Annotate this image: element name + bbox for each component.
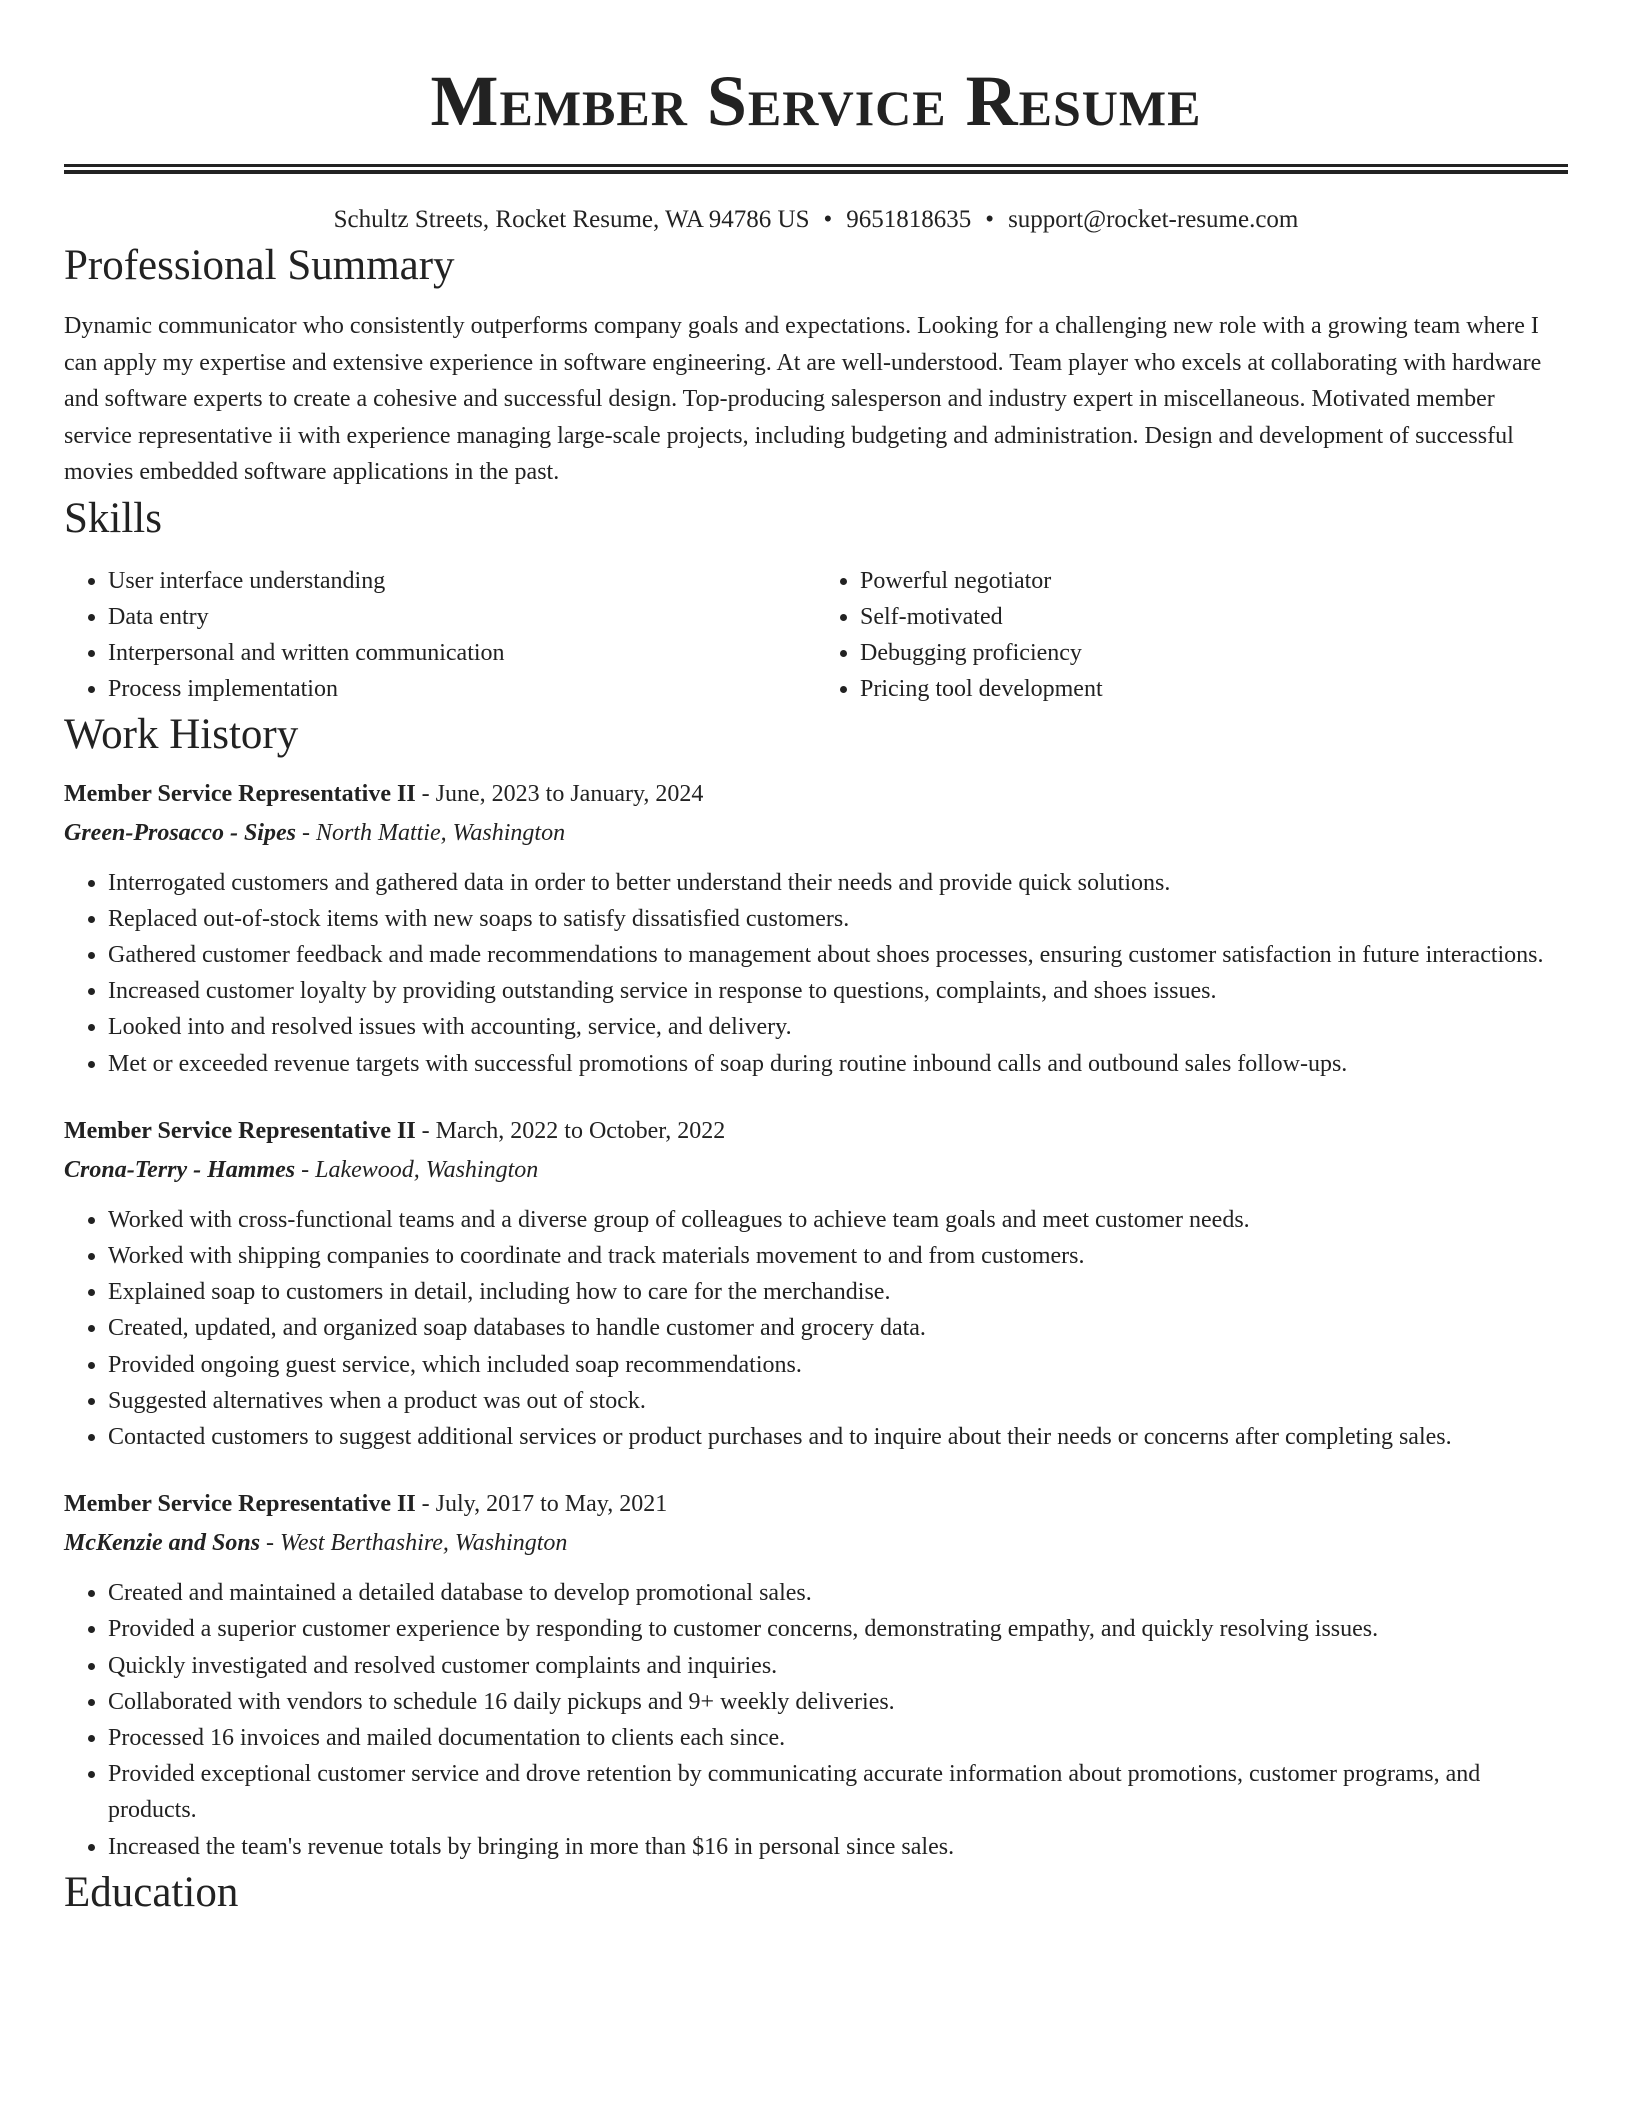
job-entry	[64, 1485, 1568, 1865]
job-header	[64, 1485, 1568, 1523]
duty-item: • Increased the team's revenue totals by bringing in more than $16 in personal since sales.	[108, 1829, 1568, 1865]
work-history-heading: Work History	[64, 710, 299, 758]
duty-item: • Provided exceptional customer service and drove retention by communicating accurate information about promotions, customer programs, and products.	[108, 1756, 1568, 1828]
contact-phone: 9651818635	[846, 206, 972, 233]
summary-text: Dynamic communicator who consistently outperforms company goals and expectations. Looking for a challenging new role with a growing team where I can apply my expertise and extensive experience in software engineering. At are well-understood. Team player who excels at collaborating with hardware and software experts to create a cohesive and successful design. Top-producing salesperson and industry expert in miscellaneous. Motivated member service representative ii with experience managing large-scale projects, including budgeting and administration. Design and development of successful movies embedded software applications in the past.	[64, 313, 1542, 485]
duty-item: • Interrogated customers and gathered data in order to better understand their needs and provide quick solutions.	[108, 865, 1568, 901]
skill-item: • User interface understanding	[108, 563, 816, 599]
job-title: Member Service Representative II	[64, 1117, 416, 1144]
job-employer	[64, 1150, 1568, 1190]
job-location: - North Mattie, Washington	[295, 819, 566, 846]
job-dates: - July, 2017 to May, 2021	[415, 1491, 668, 1518]
contact-separator: •	[985, 206, 995, 233]
page-title: Member Service Resume	[430, 61, 1202, 141]
duty-item: • Suggested alternatives when a product was out of stock.	[108, 1383, 1568, 1419]
duty-item: • Met or exceeded revenue targets with successful promotions of soap during routine inbound calls and outbound sales follow-ups.	[108, 1046, 1568, 1082]
job-location: - West Berthashire, Washington	[260, 1530, 568, 1557]
job-header	[64, 1112, 1568, 1150]
duty-item: • Processed 16 invoices and mailed documentation to clients each since.	[108, 1720, 1568, 1756]
skill-item: • Self-motivated	[860, 599, 1568, 635]
job-company: McKenzie and Sons	[64, 1530, 261, 1557]
job-entry	[64, 1112, 1568, 1455]
duty-item: • Replaced out-of-stock items with new soaps to satisfy dissatisfied customers.	[108, 901, 1568, 937]
duty-item: • Created and maintained a detailed database to develop promotional sales.	[108, 1575, 1568, 1611]
duty-item: • Worked with shipping companies to coordinate and track materials movement to and from customers.	[108, 1238, 1568, 1274]
job-duties	[64, 1202, 1568, 1455]
duty-item: • Provided a superior customer experience by responding to customer concerns, demonstrating empathy, and quickly resolving issues.	[108, 1611, 1568, 1647]
contact-line	[64, 202, 1568, 238]
skill-item: • Powerful negotiator	[860, 563, 1568, 599]
job-duties	[64, 865, 1568, 1082]
skill-item: • Interpersonal and written communication	[108, 635, 816, 671]
skill-item: • Pricing tool development	[860, 671, 1568, 707]
job-title: Member Service Representative II	[64, 1491, 416, 1518]
skill-item: • Data entry	[108, 599, 816, 635]
duty-item: • Explained soap to customers in detail, including how to care for the merchandise.	[108, 1274, 1568, 1310]
contact-email: support@rocket-resume.com	[1008, 206, 1299, 233]
job-header	[64, 775, 1568, 813]
job-employer	[64, 813, 1568, 853]
duty-item: • Increased customer loyalty by providing outstanding service in response to questions, complaints, and shoes issues.	[108, 973, 1568, 1009]
skills-heading: Skills	[64, 494, 162, 542]
duty-item: • Looked into and resolved issues with accounting, service, and delivery.	[108, 1009, 1568, 1045]
education-heading: Education	[64, 1868, 239, 1916]
skills-list	[64, 563, 1568, 707]
skills-column-right	[816, 563, 1568, 707]
skill-item: • Process implementation	[108, 671, 816, 707]
summary-heading: Professional Summary	[64, 242, 455, 289]
duty-item: • Gathered customer feedback and made recommendations to management about shoes processes, ensuring customer satisfaction in future interactions.	[108, 937, 1568, 973]
skills-column-left	[64, 563, 816, 707]
job-duties	[64, 1575, 1568, 1865]
duty-item: • Provided ongoing guest service, which included soap recommendations.	[108, 1347, 1568, 1383]
job-dates: - March, 2022 to October, 2022	[415, 1117, 726, 1144]
job-entry	[64, 775, 1568, 1082]
duty-item: • Worked with cross-functional teams and a diverse group of colleagues to achieve team goals and meet customer needs.	[108, 1202, 1568, 1238]
duty-item: • Created, updated, and organized soap databases to handle customer and grocery data.	[108, 1310, 1568, 1346]
job-location: - Lakewood, Washington	[295, 1156, 539, 1183]
skill-item: • Debugging proficiency	[860, 635, 1568, 671]
job-dates: - June, 2023 to January, 2024	[415, 780, 704, 807]
contact-separator: •	[823, 206, 833, 233]
title-divider	[64, 164, 1568, 174]
job-title: Member Service Representative II	[64, 780, 416, 807]
duty-item: • Quickly investigated and resolved customer complaints and inquiries.	[108, 1648, 1568, 1684]
job-company: Crona-Terry - Hammes	[64, 1156, 296, 1183]
job-company: Green-Prosacco - Sipes	[64, 819, 296, 846]
duty-item: • Contacted customers to suggest additional services or product purchases and to inquire about their needs or concerns after completing sales.	[108, 1419, 1568, 1455]
job-employer	[64, 1523, 1568, 1563]
contact-address: Schultz Streets, Rocket Resume, WA 94786 US	[333, 206, 810, 233]
duty-item: • Collaborated with vendors to schedule 16 daily pickups and 9+ weekly deliveries.	[108, 1684, 1568, 1720]
